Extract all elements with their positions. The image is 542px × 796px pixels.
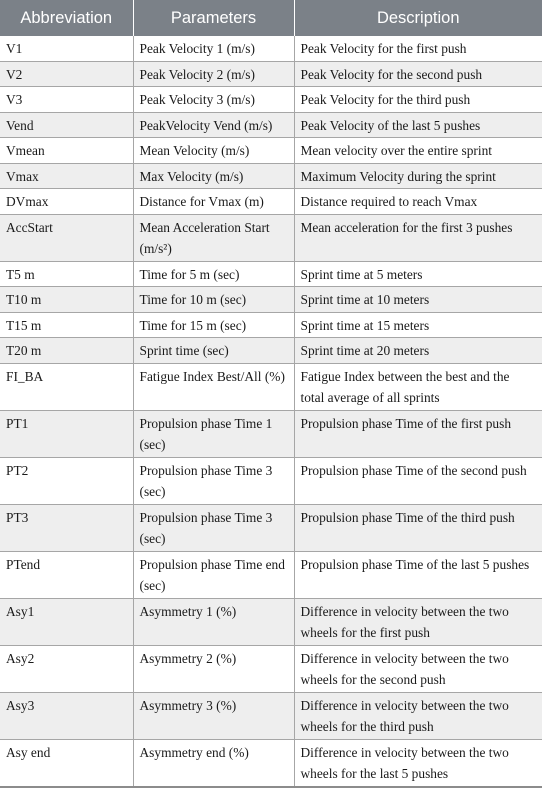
cell-parameter: Propulsion phase Time 3 (sec) [133,457,294,504]
cell-abbreviation: T10 m [0,287,133,313]
table-row [0,61,542,87]
cell-description: Maximum Velocity during the sprint [294,163,542,189]
cell-parameter: Time for 10 m (sec) [133,287,294,313]
table-row [0,410,542,457]
cell-parameter: Peak Velocity 3 (m/s) [133,87,294,113]
header-parameters: Parameters [133,0,294,36]
table-row [0,692,542,739]
table-row [0,312,542,338]
cell-abbreviation: PT3 [0,504,133,551]
cell-description: Propulsion phase Time of the third push [294,504,542,551]
cell-description: Sprint time at 15 meters [294,312,542,338]
cell-abbreviation: DVmax [0,189,133,215]
cell-abbreviation: T5 m [0,261,133,287]
cell-description: Sprint time at 10 meters [294,287,542,313]
cell-parameter: Distance for Vmax (m) [133,189,294,215]
cell-description: Propulsion phase Time of the last 5 pushes [294,551,542,598]
table-row [0,112,542,138]
cell-parameter: Max Velocity (m/s) [133,163,294,189]
table-row [0,645,542,692]
cell-parameter: Propulsion phase Time 3 (sec) [133,504,294,551]
cell-parameter: Asymmetry 2 (%) [133,645,294,692]
cell-parameter: Asymmetry 3 (%) [133,692,294,739]
table-row [0,163,542,189]
header-abbreviation: Abbreviation [0,0,133,36]
cell-parameter: Propulsion phase Time end (sec) [133,551,294,598]
cell-parameter: Asymmetry 1 (%) [133,598,294,645]
cell-parameter: Mean Velocity (m/s) [133,138,294,164]
cell-abbreviation: Vend [0,112,133,138]
cell-description: Mean acceleration for the first 3 pushes [294,214,542,261]
table-row [0,551,542,598]
table-body [0,36,542,787]
cell-abbreviation: Asy end [0,739,133,787]
cell-description: Sprint time at 5 meters [294,261,542,287]
cell-abbreviation: V2 [0,61,133,87]
table-row [0,739,542,787]
cell-description: Difference in velocity between the two wheels for the first push [294,598,542,645]
cell-description: Propulsion phase Time of the first push [294,410,542,457]
cell-abbreviation: PT1 [0,410,133,457]
cell-description: Mean velocity over the entire sprint [294,138,542,164]
cell-abbreviation: Vmean [0,138,133,164]
cell-description: Peak Velocity for the first push [294,36,542,61]
cell-parameter: Time for 5 m (sec) [133,261,294,287]
cell-abbreviation: PT2 [0,457,133,504]
cell-abbreviation: Asy2 [0,645,133,692]
cell-description: Difference in velocity between the two wheels for the last 5 pushes [294,739,542,787]
cell-parameter: Peak Velocity 2 (m/s) [133,61,294,87]
table-row [0,87,542,113]
table-row [0,36,542,61]
cell-description: Sprint time at 20 meters [294,338,542,364]
table-row [0,598,542,645]
table-row [0,261,542,287]
cell-abbreviation: V1 [0,36,133,61]
cell-abbreviation: Asy1 [0,598,133,645]
header-row [0,0,542,36]
cell-parameter: Asymmetry end (%) [133,739,294,787]
table-row [0,214,542,261]
cell-parameter: Mean Acceleration Start (m/s²) [133,214,294,261]
cell-parameter: Time for 15 m (sec) [133,312,294,338]
cell-abbreviation: Vmax [0,163,133,189]
table-row [0,287,542,313]
cell-parameter: Fatigue Index Best/All (%) [133,363,294,410]
table-row [0,363,542,410]
cell-description: Distance required to reach Vmax [294,189,542,215]
header-description: Description [294,0,542,36]
cell-abbreviation: AccStart [0,214,133,261]
table-row [0,457,542,504]
cell-abbreviation: PTend [0,551,133,598]
cell-parameter: Peak Velocity 1 (m/s) [133,36,294,61]
cell-description: Peak Velocity of the last 5 pushes [294,112,542,138]
cell-description: Fatigue Index between the best and the total average of all sprints [294,363,542,410]
cell-parameter: PeakVelocity Vend (m/s) [133,112,294,138]
cell-description: Difference in velocity between the two wheels for the second push [294,645,542,692]
cell-parameter: Propulsion phase Time 1 (sec) [133,410,294,457]
cell-abbreviation: T15 m [0,312,133,338]
cell-description: Peak Velocity for the third push [294,87,542,113]
table-header [0,0,542,36]
table-row [0,189,542,215]
cell-parameter: Sprint time (sec) [133,338,294,364]
cell-abbreviation: V3 [0,87,133,113]
cell-abbreviation: T20 m [0,338,133,364]
table-row [0,338,542,364]
cell-description: Peak Velocity for the second push [294,61,542,87]
cell-description: Propulsion phase Time of the second push [294,457,542,504]
cell-abbreviation: FI_BA [0,363,133,410]
cell-description: Difference in velocity between the two wheels for the third push [294,692,542,739]
table-row [0,504,542,551]
table-row [0,138,542,164]
cell-abbreviation: Asy3 [0,692,133,739]
